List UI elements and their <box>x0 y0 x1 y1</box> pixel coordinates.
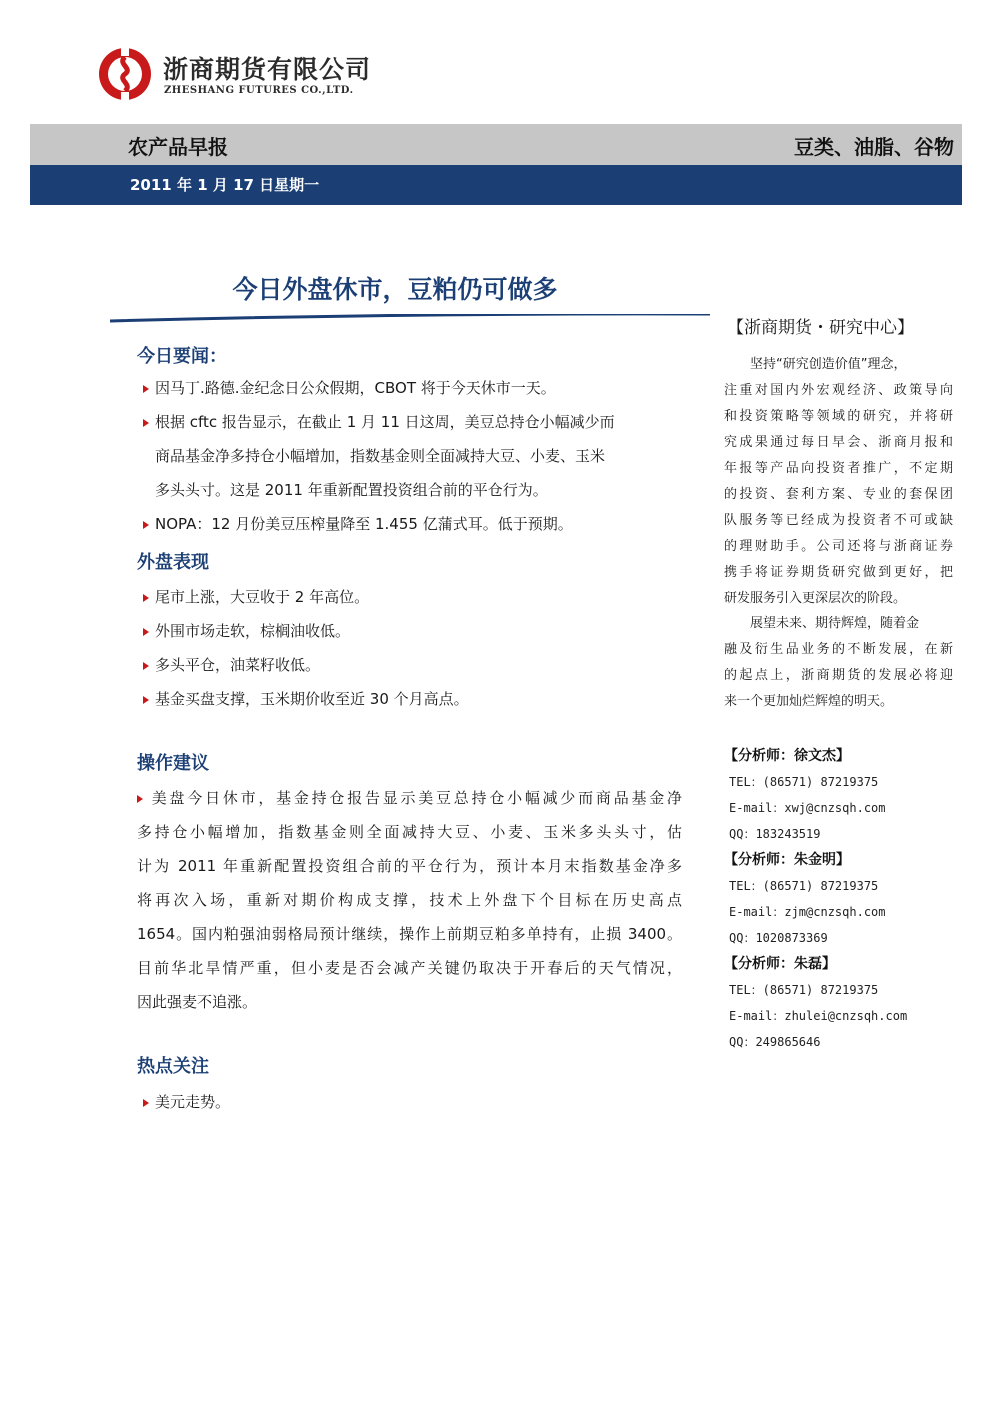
outlook-line: 的起点上，浙商期货的发展必将迎 <box>724 668 953 683</box>
section-title-advice: 操作建议 <box>137 753 209 774</box>
analyst-tel: TEL：(86571) 87219375 <box>729 983 879 997</box>
intro-line: 携手将证券期货研究做到更好，把 <box>724 565 953 580</box>
section-title-focus: 热点关注 <box>137 1056 209 1077</box>
overseas-item: 多头平仓，油菜籽收低。 <box>143 648 320 682</box>
advice-line: 多持仓小幅增加，指数基金则全面减持大豆、小麦、玉米多头头寸，估 <box>137 823 682 841</box>
report-sectors: 豆类、油脂、谷物 <box>794 135 954 159</box>
analyst-name: 【分析师：朱磊】 <box>724 956 836 972</box>
outlook-line: 展望未来、期待辉煌，随着金 <box>724 616 920 631</box>
intro-line: 注重对国内外宏观经济、政策导向 <box>724 383 953 398</box>
report-date: 2011 年 1 月 17 日星期一 <box>130 176 320 194</box>
overseas-item: 基金买盘支撑，玉米期价收至近 30 个月高点。 <box>143 682 469 716</box>
news-item-1: 因马丁.路德.金纪念日公众假期，CBOT 将于今天休市一天。 <box>143 371 556 405</box>
company-name-cn: 浙商期货有限公司 <box>163 55 372 84</box>
advice-line: 将再次入场，重新对期价构成支撑，技术上外盘下个目标在历史高点 <box>137 891 682 909</box>
headline-divider <box>110 314 710 324</box>
news-item-2-cont: 商品基金净多持仓小幅增加，指数基金则全面减持大豆、小麦、玉米 <box>155 447 606 465</box>
overseas-item: 外围市场走软，棕榈油收低。 <box>143 614 350 648</box>
analyst-qq: QQ：1020873369 <box>729 931 828 945</box>
outlook-line: 来一个更加灿烂辉煌的明天。 <box>724 694 894 709</box>
research-center-title: 【浙商期货・研究中心】 <box>727 318 914 338</box>
news-item-2: 根据 cftc 报告显示，在截止 1 月 11 日这周，美豆总持仓小幅减少而 <box>143 405 615 439</box>
headline: 今日外盘休市，豆粕仍可做多 <box>232 275 558 304</box>
intro-line: 年报等产品向投资者推广，不定期 <box>724 461 953 476</box>
intro-line: 和投资策略等领域的研究，并将研 <box>724 409 953 424</box>
outlook-line: 融及衍生品业务的不断发展，在新 <box>724 642 953 657</box>
bullet-icon <box>143 696 149 704</box>
bullet-icon <box>143 385 149 393</box>
analyst-tel: TEL：(86571) 87219375 <box>729 879 879 893</box>
bullet-icon <box>143 594 149 602</box>
news-item-2-cont: 多头头寸。这是 2011 年重新配置投资组合前的平仓行为。 <box>155 481 548 499</box>
intro-line: 究成果通过每日早会、浙商月报和 <box>724 435 953 450</box>
intro-line: 研发服务引入更深层次的阶段。 <box>724 591 907 606</box>
bullet-icon <box>143 628 149 636</box>
intro-line: 坚持“研究创造价值”理念， <box>724 357 907 372</box>
bullet-icon <box>143 521 149 529</box>
analyst-email[interactable]: E-mail：zjm@cnzsqh.com <box>729 905 886 919</box>
company-logo-icon <box>97 46 153 102</box>
company-name-en: ZHESHANG FUTURES CO.,LTD. <box>164 85 354 96</box>
bullet-icon <box>143 662 149 670</box>
focus-item: 美元走势。 <box>143 1085 230 1119</box>
analyst-name: 【分析师：徐文杰】 <box>724 748 850 764</box>
advice-line: 1654。国内粕强油弱格局预计继续，操作上前期豆粕多单持有，止损 3400。 <box>137 925 682 943</box>
advice-line: 计为 2011 年重新配置投资组合前的平仓行为，预计本月末指数基金净多 <box>137 857 682 875</box>
advice-line: 美盘今日休市，基金持仓报告显示美豆总持仓小幅减少而商品基金净 <box>137 781 682 815</box>
analyst-qq: QQ：249865646 <box>729 1035 821 1049</box>
report-type: 农产品早报 <box>128 135 228 159</box>
advice-line: 目前华北旱情严重，但小麦是否会减产关键仍取决于开春后的天气情况， <box>137 959 682 977</box>
intro-line: 的投资、套利方案、专业的套保团 <box>724 487 953 502</box>
advice-line: 因此强麦不追涨。 <box>137 993 258 1011</box>
intro-line: 队服务等已经成为投资者不可或缺 <box>724 513 953 528</box>
intro-line: 的理财助手。公司还将与浙商证券 <box>724 539 953 554</box>
analyst-qq: QQ：183243519 <box>729 827 821 841</box>
analyst-name: 【分析师：朱金明】 <box>724 852 850 868</box>
analyst-email[interactable]: E-mail：xwj@cnzsqh.com <box>729 801 886 815</box>
bullet-icon <box>143 419 149 427</box>
bullet-icon <box>143 1099 149 1107</box>
section-title-news: 今日要闻： <box>137 346 227 367</box>
news-item-3: NOPA：12 月份美豆压榨量降至 1.455 亿蒲式耳。低于预期。 <box>143 507 573 541</box>
analyst-email[interactable]: E-mail：zhulei@cnzsqh.com <box>729 1009 908 1023</box>
analyst-tel: TEL：(86571) 87219375 <box>729 775 879 789</box>
bullet-icon <box>137 795 143 803</box>
section-title-overseas: 外盘表现 <box>137 552 209 573</box>
overseas-item: 尾市上涨，大豆收于 2 年高位。 <box>143 580 369 614</box>
